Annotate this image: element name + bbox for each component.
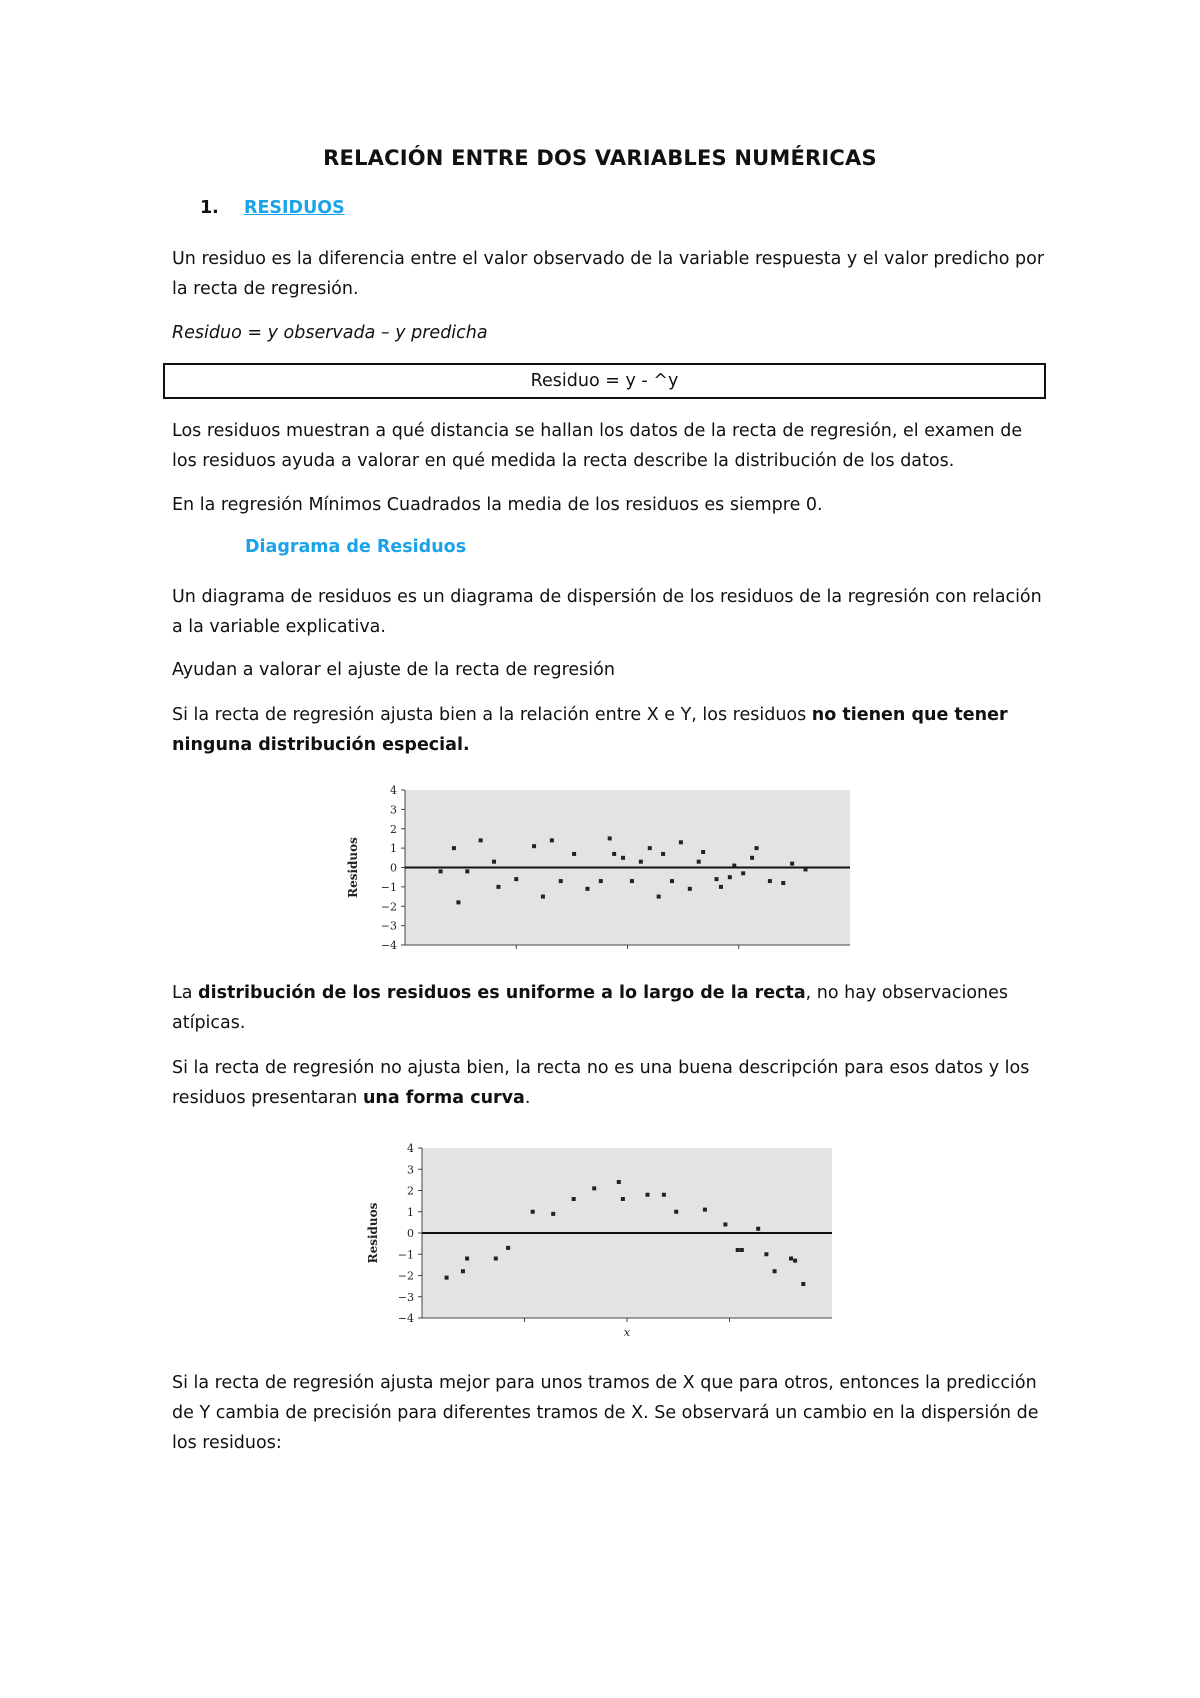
data-point [461, 1269, 465, 1273]
data-point [456, 900, 460, 904]
data-point [531, 1210, 535, 1214]
y-tick-label: 1 [390, 842, 397, 856]
data-point [532, 844, 536, 848]
uniform-bold: distribución de los residuos es uniforme a lo largo de la recta [198, 983, 806, 1003]
document-title: RELACIÓN ENTRE DOS VARIABLES NUMÉRICAS [323, 146, 877, 170]
y-tick-label: 4 [407, 1142, 414, 1155]
data-point [756, 1227, 760, 1231]
data-point [804, 867, 808, 871]
data-point [452, 846, 456, 850]
data-point [621, 1197, 625, 1201]
y-tick-label: −3 [380, 919, 397, 933]
y-tick-label: 3 [390, 803, 397, 817]
paragraph-definition: Un residuo es la diferencia entre el valor observado de la variable respuesta y el valor predicho por la recta de regresión. [172, 249, 1045, 299]
data-point [801, 1282, 805, 1286]
y-tick-label: 2 [390, 822, 397, 836]
data-point [585, 887, 589, 891]
data-point [732, 864, 736, 868]
data-point [661, 852, 665, 856]
data-point [630, 879, 634, 883]
section-number: 1. [200, 198, 219, 218]
data-point [506, 1246, 510, 1250]
data-point [479, 838, 483, 842]
data-point [740, 1248, 744, 1252]
data-point [612, 852, 616, 856]
data-point [764, 1252, 768, 1256]
data-point [674, 1210, 678, 1214]
data-point [703, 1208, 707, 1212]
data-point [750, 856, 754, 860]
y-axis-label: Residuos [366, 1202, 380, 1264]
data-point [551, 1212, 555, 1216]
data-point [559, 879, 563, 883]
data-point [701, 850, 705, 854]
data-point [599, 879, 603, 883]
data-point [670, 879, 674, 883]
residual-chart-curved [360, 1140, 860, 1344]
data-point [697, 860, 701, 864]
section-link-residuos[interactable]: RESIDUOS [244, 198, 345, 218]
data-point [688, 887, 692, 891]
paragraph-uniform [172, 978, 1052, 1038]
bad-fit-bold: una forma curva [362, 1088, 525, 1108]
data-point [789, 1257, 793, 1261]
data-point [541, 895, 545, 899]
y-tick-label: 0 [390, 861, 397, 875]
y-tick-label: 2 [407, 1184, 414, 1198]
y-tick-label: −3 [397, 1290, 414, 1304]
good-fit-bold: no tienen que tener ninguna distribución especial. [172, 705, 1008, 755]
data-point [592, 1186, 596, 1190]
data-point [465, 869, 469, 873]
data-point [496, 885, 500, 889]
data-point [793, 1259, 797, 1263]
data-point [719, 885, 723, 889]
data-point [781, 881, 785, 885]
x-axis-label: x [623, 1326, 631, 1339]
subheading-diagrama: Diagrama de Residuos [245, 537, 467, 557]
data-point [608, 836, 612, 840]
data-point [617, 1180, 621, 1184]
paragraph-bad-fit [172, 1053, 1052, 1113]
data-point [768, 879, 772, 883]
data-point [715, 877, 719, 881]
data-point [657, 895, 661, 899]
y-tick-label: 0 [407, 1227, 414, 1240]
y-tick-label: −4 [397, 1312, 414, 1325]
paragraph-ajuste: Ayudan a valorar el ajuste de la recta de regresión [172, 660, 615, 680]
uniform-text-c: , no hay observaciones atípicas. [172, 983, 1009, 1033]
data-point [741, 871, 745, 875]
residual-chart-uniform [340, 782, 860, 970]
data-point [445, 1276, 449, 1280]
paragraph-residuos-distance: Los residuos muestran a qué distancia se hallan los datos de la recta de regresión, el examen de los residuos ayuda a valorar en qué medida la recta describe la distribución de los datos. [172, 421, 1023, 471]
bad-fit-text-c: . [524, 1088, 531, 1108]
data-point [572, 852, 576, 856]
y-tick-label: 4 [390, 784, 397, 797]
data-point [494, 1257, 498, 1261]
data-point [723, 1223, 727, 1227]
formula-box: Residuo = y - ^y [163, 363, 1046, 399]
bad-fit-text-a: Si la recta de regresión no ajusta bien, la recta no es una buena descripción para esos datos y los residuos presentaran [172, 1058, 1030, 1108]
paragraph-diagram-definition: Un diagrama de residuos es un diagrama de dispersión de los residuos de la regresión con relación a la variable explicativa. [172, 587, 1042, 637]
data-point [465, 1257, 469, 1261]
section-heading-residuos [200, 198, 345, 218]
data-point [728, 875, 732, 879]
residual-chart-curved-svg [360, 1140, 860, 1340]
good-fit-text: Si la recta de regresión ajusta bien a la relación entre X e Y, los residuos [172, 705, 812, 725]
data-point [439, 869, 443, 873]
data-point [736, 1248, 740, 1252]
data-point [492, 860, 496, 864]
data-point [550, 838, 554, 842]
y-tick-label: −1 [397, 1248, 414, 1262]
data-point [646, 1193, 650, 1197]
paragraph-variable-dispersion: Si la recta de regresión ajusta mejor para unos tramos de X que para otros, entonces la predicción de Y cambia de precisión para diferentes tramos de X. Se observará un cambio en la dispersión de los residuos: [172, 1373, 1039, 1453]
paragraph-mean-zero: En la regresión Mínimos Cuadrados la media de los residuos es siempre 0. [172, 495, 823, 515]
data-point [755, 846, 759, 850]
data-point [572, 1197, 576, 1201]
data-point [621, 856, 625, 860]
uniform-text-a: La [172, 983, 199, 1003]
data-point [639, 860, 643, 864]
y-axis-label: Residuos [346, 837, 360, 898]
y-tick-label: −4 [380, 939, 397, 952]
data-point [514, 877, 518, 881]
data-point [773, 1269, 777, 1273]
data-point [679, 840, 683, 844]
formula-italic: Residuo = y observada – y predicha [172, 323, 488, 343]
y-tick-label: 3 [407, 1163, 414, 1177]
residual-chart-uniform-svg [340, 782, 860, 966]
y-tick-label: −2 [397, 1269, 414, 1283]
y-tick-label: 1 [407, 1205, 414, 1219]
y-tick-label: −1 [380, 880, 397, 894]
data-point [662, 1193, 666, 1197]
data-point [648, 846, 652, 850]
paragraph-good-fit [172, 700, 1052, 760]
y-tick-label: −2 [380, 900, 397, 914]
data-point [790, 862, 794, 866]
